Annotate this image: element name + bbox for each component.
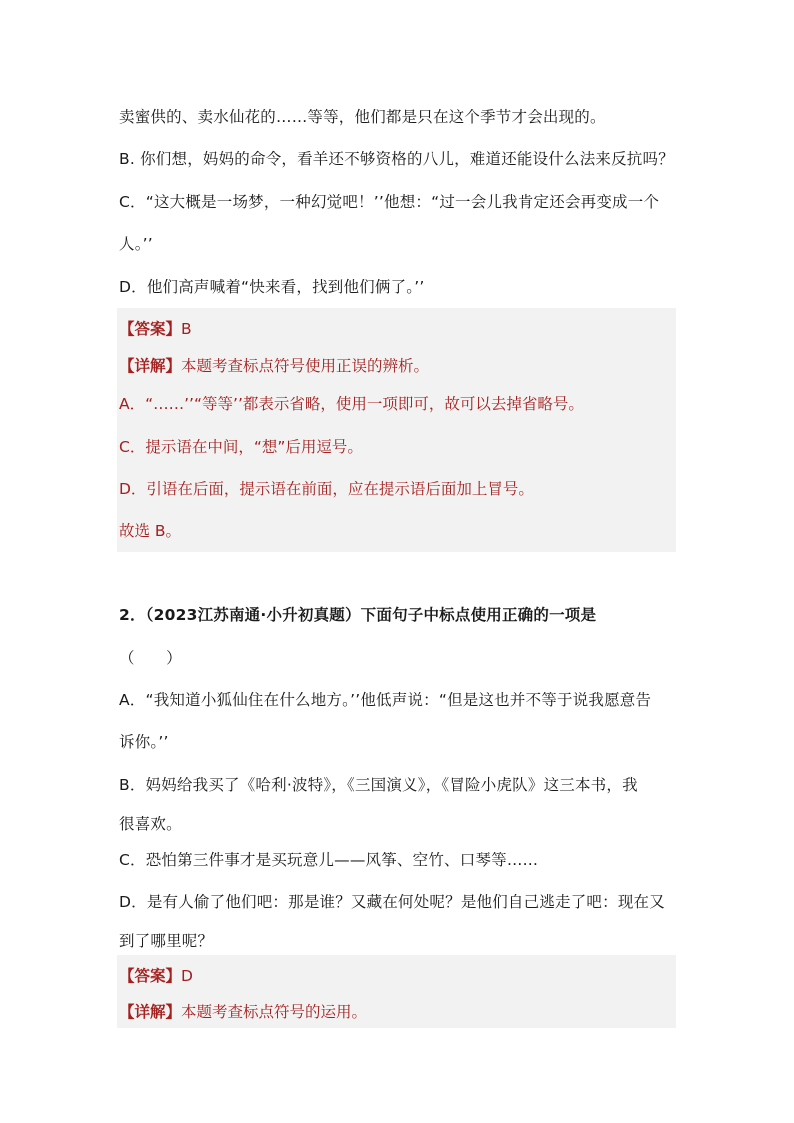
q2-option-b: B．妈妈给我买了《哈利·波特》，《三国演义》，《冒险小虎队》这三本书，我 — [119, 776, 638, 794]
detail-tag: 【详解】 — [119, 1003, 182, 1021]
q1-option-d: D．他们高声喊着“快来看，找到他们俩了。’’ — [119, 278, 425, 296]
q1-explanation-a: A．“……’’“等等’’都表示省略，使用一项即可，故可以去掉省略号。 — [119, 395, 584, 413]
q2-option-c: C．恐怕第三件事才是买玩意儿——风筝、空竹、口琴等…… — [119, 851, 539, 869]
q1-answer-box — [117, 308, 676, 552]
detail-text: 本题考查标点符号使用正误的辨析。 — [181, 357, 430, 375]
q1-detail — [119, 356, 429, 376]
q2-title: 2．（2023江苏南通·小升初真题）下面句子中标点使用正确的一项是 — [119, 606, 597, 624]
q1-line-1: 卖蜜供的、卖水仙花的……等等，他们都是只在这个季节才会出现的。 — [119, 108, 606, 126]
q2-bracket: （ ） — [119, 649, 182, 667]
q1-answer — [119, 319, 192, 339]
detail-text: 本题考查标点符号的运用。 — [181, 1003, 368, 1021]
q1-option-c-cont: 人。’’ — [119, 235, 153, 253]
q2-option-d-cont: 到了哪里呢？ — [119, 932, 214, 950]
answer-tag: 【答案】 — [119, 967, 182, 985]
q2-option-b-cont: 很喜欢。 — [119, 815, 182, 833]
q2-option-a: A．“我知道小狐仙住在什么地方。’’他低声说：“但是这也并不等于说我愿意告 — [119, 691, 652, 709]
detail-tag: 【详解】 — [119, 357, 182, 375]
answer-tag: 【答案】 — [119, 320, 182, 338]
q1-option-c: C．“这大概是一场梦，一种幻觉吧！’’他想：“过一会儿我肯定还会再变成一个 — [119, 193, 660, 211]
q1-option-b: B. 你们想，妈妈的命令，看羊还不够资格的八儿，难道还能设什么法来反抗吗？ — [119, 150, 674, 168]
q2-detail — [119, 1002, 367, 1022]
answer-value: B — [181, 320, 192, 338]
q2-answer — [119, 966, 193, 986]
q1-explanation-d: D．引语在后面，提示语在前面，应在提示语后面加上冒号。 — [119, 480, 534, 498]
q2-option-a-cont: 诉你。’’ — [119, 733, 169, 751]
answer-value: D — [181, 967, 193, 985]
q1-conclusion: 故选 B。 — [119, 522, 182, 540]
q1-explanation-c: C．提示语在中间，“想”后用逗号。 — [119, 438, 363, 456]
q2-option-d: D．是有人偷了他们吧：那是谁？又藏在何处呢？是他们自己逃走了吧：现在又 — [119, 893, 665, 911]
